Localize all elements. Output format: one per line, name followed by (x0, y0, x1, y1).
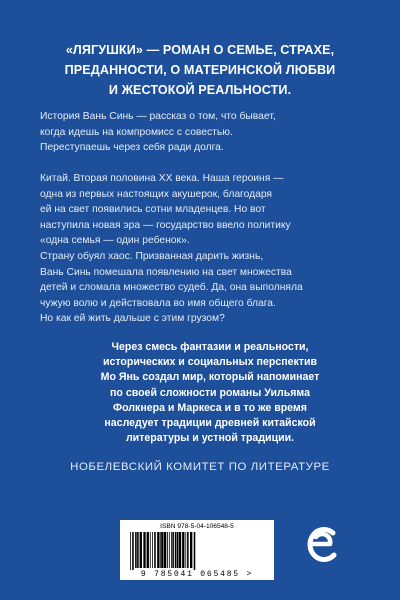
quote-line: Через смесь фантазии и реальности, (111, 341, 309, 353)
paragraph-line: Вань Синь помешала появлению на свет множества (40, 266, 292, 278)
paragraph-line: одна из первых настоящих акушерок, благодаря (40, 188, 273, 200)
barcode-digits: 9 785041 065485 > (140, 570, 254, 579)
paragraph-line: «одна семья — один ребенок». (40, 235, 190, 247)
paragraph-line: чужую волю и действовала во имя общего блага. (40, 297, 276, 309)
barcode-bars (130, 532, 264, 570)
description-paragraph-2 (40, 171, 370, 327)
tagline-line: ПРЕДАННОСТИ, О МАТЕРИНСКОЙ ЛЮБВИ (64, 63, 336, 77)
eksmo-logo-icon (304, 524, 340, 564)
paragraph-line: Но как ей жить дальше с этим грузом? (40, 313, 225, 325)
paragraph-line: наступила новая эра — государство ввело политику (40, 219, 291, 231)
quote-line: наследует традиции древней китайской (104, 417, 316, 430)
quote-line: Фолкнера и Маркеса и в то же время (113, 401, 307, 414)
description-paragraph-1 (40, 109, 370, 156)
review-quote (60, 340, 360, 446)
tagline-line: И ЖЕСТОКОЙ РЕАЛЬНОСТИ. (108, 83, 292, 97)
paragraph-line: детей и сломала множество судеб. Да, она выполняла (40, 282, 303, 294)
quote-line: литературы и устной традиции. (125, 432, 295, 445)
paragraph-line: Страну обуял хаос. Призванная дарить жизнь, (40, 250, 264, 262)
paragraph-line: Переступаешь через себя ради долга. (40, 142, 224, 154)
paragraph-line: Китай. Вторая половина XX века. Наша героиня — (40, 173, 284, 184)
paragraph-line: когда идешь на компромисс с совестью. (40, 126, 233, 138)
paragraph-line: История Вань Синь — рассказ о том, что бывает, (40, 111, 276, 122)
isbn-number: ISBN 978-5-04-106548-5 (160, 523, 234, 530)
barcode (120, 520, 274, 580)
tagline (40, 40, 360, 100)
tagline-line: «ЛЯГУШКИ» — РОМАН О СЕМЬЕ, СТРАХЕ, (65, 43, 335, 57)
quote-source: НОБЕЛЕВСКИЙ КОМИТЕТ ПО ЛИТЕРАТУРЕ (70, 461, 330, 473)
quote-line: по своей сложности романы Уильяма (110, 386, 310, 399)
quote-line: Мо Янь создал мир, который напоминает (100, 371, 320, 384)
quote-line: исторических и социальных перспектив (102, 356, 318, 369)
paragraph-line: ей на свет появились сотни младенцев. Но вот (40, 204, 266, 216)
